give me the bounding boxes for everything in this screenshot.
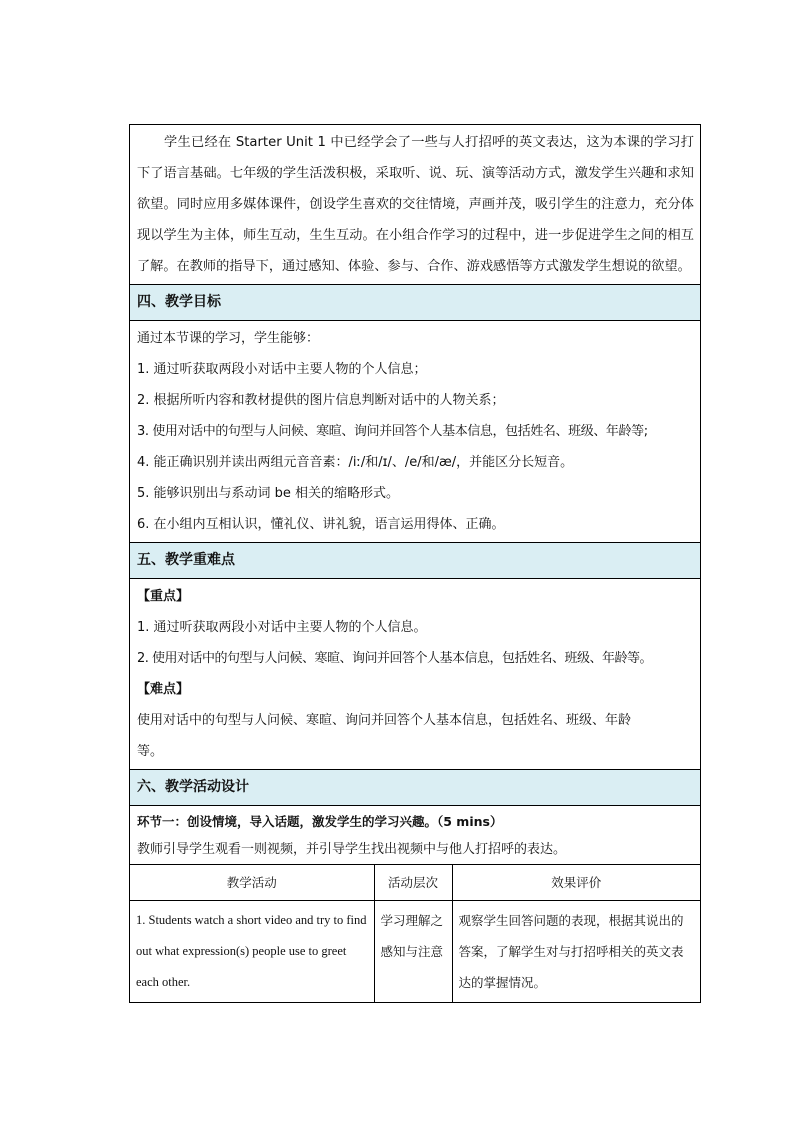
- lesson-plan-document: [129, 124, 701, 1003]
- objective-item: 3. 使用对话中的句型与人问候、寒暄、询问并回答个人基本信息，包括姓名、班级、年龄等;: [137, 424, 648, 439]
- student-analysis-paragraph: 学生已经在 Starter Unit 1 中已经学会了一些与人打招呼的英文表达，这为本课的学习打下了语言基础。七年级的学生活泼积极，采取听、说、玩、演等活动方式，激发学生兴趣和求知欲望。同时应用多媒体课件，创设学生喜欢的交往情境，声画并茂，吸引学生的注意力，充分体现以学生为主体，师生互动，生生互动。在小组合作学习的过程中，进一步促进学生之间的相互了解。在教师的指导下，通过感知、体验、参与、合作、游戏感悟等方式激发学生想说的欲望。: [137, 135, 694, 274]
- objective-item: 4. 能正确识别并读出两组元音音素：/iː/和/ɪ/、/e/和/æ/，并能区分长短音。: [137, 455, 574, 470]
- activities-heading: 六、教学活动设计: [130, 770, 700, 806]
- difficult-points-label: 【难点】: [137, 682, 190, 697]
- key-points-section: [130, 579, 700, 770]
- key-point-item: 2. 使用对话中的句型与人问候、寒暄、询问并回答个人基本信息，包括姓名、班级、年龄等。: [137, 651, 653, 666]
- activities-section: [130, 806, 700, 1002]
- activity-table-header: [130, 865, 700, 901]
- column-header: 活动层次: [374, 865, 452, 901]
- table-row: [130, 901, 700, 1003]
- evaluation-cell: 观察学生回答问题的表现，根据其说出的答案，了解学生对与打招呼相关的英文表达的掌握情况。: [452, 901, 700, 1003]
- lesson-plan-table: [129, 124, 701, 1003]
- activity-cell: 1. Students watch a short video and try to find out what expression(s) people use to greet each other.: [130, 901, 374, 1003]
- column-header: 效果评价: [452, 865, 700, 901]
- objective-item: 2. 根据所听内容和教材提供的图片信息判断对话中的人物关系；: [137, 393, 505, 408]
- objectives-lead: 通过本节课的学习，学生能够：: [137, 331, 320, 346]
- key-point-item: 1. 通过听获取两段小对话中主要人物的个人信息。: [137, 620, 427, 635]
- objective-item: 5. 能够识别出与系动词 be 相关的缩略形式。: [137, 486, 400, 501]
- key-points-heading: 五、教学重难点: [130, 543, 700, 579]
- student-analysis-section: [130, 125, 700, 285]
- objective-item: 1. 通过听获取两段小对话中主要人物的个人信息；: [137, 362, 427, 377]
- activity-table: [130, 864, 700, 1002]
- stage-one-description: 教师引导学生观看一则视频，并引导学生找出视频中与他人打招呼的表达。: [137, 842, 567, 857]
- objective-item: 6. 在小组内互相认识，懂礼仪、讲礼貌，语言运用得体、正确。: [137, 517, 505, 532]
- difficult-point-text: 使用对话中的句型与人问候、寒暄、询问并回答个人基本信息，包括姓名、班级、年龄等。: [137, 713, 632, 759]
- level-cell: 学习理解之感知与注意: [374, 901, 452, 1003]
- key-points-label: 【重点】: [137, 589, 190, 604]
- objectives-section: [130, 321, 700, 543]
- column-header: 教学活动: [130, 865, 374, 901]
- stage-one-title: 环节一：创设情境，导入话题，激发学生的学习兴趣。（5 mins）: [137, 814, 503, 829]
- objectives-heading: 四、教学目标: [130, 285, 700, 321]
